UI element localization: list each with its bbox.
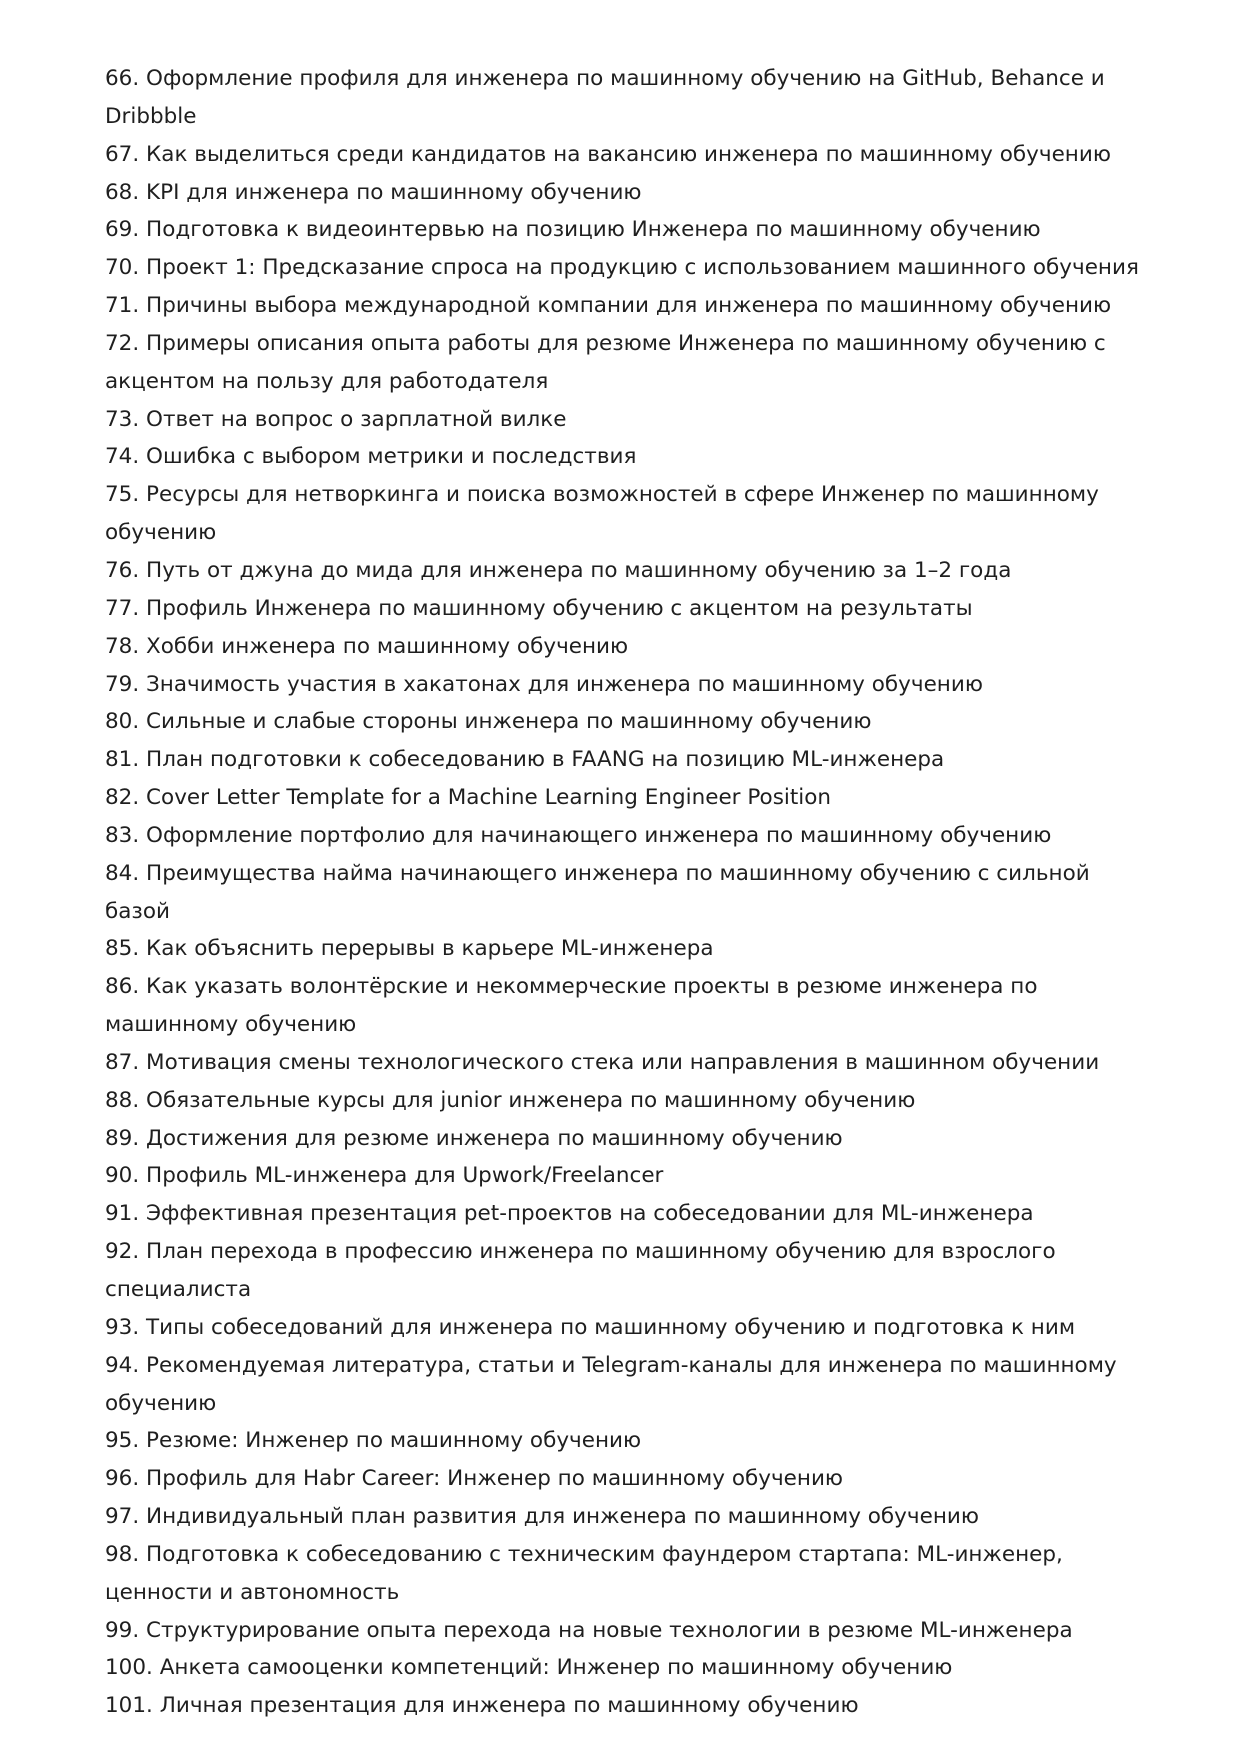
list-item: 75. Ресурсы для нетворкинга и поиска возможностей в сфере Инженер по машинному обучению [105,482,1099,546]
list-item: 89. Достижения для резюме инженера по машинному обучению [105,1125,843,1151]
list-item: 77. Профиль Инженера по машинному обучению с акцентом на результаты [105,595,973,621]
list-item: 95. Резюме: Инженер по машинному обучению [105,1428,642,1454]
list-item: 88. Обязательные курсы для junior инженера по машинному обучению [105,1087,916,1113]
list-item: 97. Индивидуальный план развития для инженера по машинному обучению [105,1504,979,1530]
list-item: 69. Подготовка к видеоинтервью на позицию Инженера по машинному обучению [105,217,1041,243]
list-item: 68. KPI для инженера по машинному обучению [105,179,642,205]
list-item: 66. Оформление профиля для инженера по машинному обучению на GitHub, Behance и Dribbble [105,66,1105,129]
list-item: 87. Мотивация смены технологического стека или направления в машинном обучении [105,1049,1100,1075]
list-item: 92. План перехода в профессию инженера по машинному обучению для взрослого специалиста [105,1239,1056,1302]
list-item: 91. Эффективная презентация pet-проектов на собеседовании для ML-инженера [105,1201,1034,1227]
list-item: 74. Ошибка с выбором метрики и последствия [105,444,637,470]
list-item: 96. Профиль для Habr Career: Инженер по машинному обучению [105,1466,844,1492]
list-item: 70. Проект 1: Предсказание спроса на продукцию с использованием машинного обучения [105,255,1139,281]
list-item: 93. Типы собеседований для инженера по машинному обучению и подготовка к ним [105,1314,1076,1340]
list-item: 76. Путь от джуна до мида для инженера по машинному обучению за 1–2 года [105,557,1012,583]
list-item: 71. Причины выбора международной компании для инженера по машинному обучению [105,293,1112,319]
list-item: 99. Структурирование опыта перехода на новые технологии в резюме ML-инженера [105,1617,1073,1643]
list-item: 73. Ответ на вопрос о зарплатной вилке [105,406,567,432]
list-item: 79. Значимость участия в хакатонах для инженера по машинному обучению [105,671,983,697]
list-item: 78. Хобби инженера по машинному обучению [105,633,629,659]
topic-list [105,60,1145,1725]
list-item: 85. Как объяснить перерывы в карьере ML-инженера [105,936,714,962]
list-item: 72. Примеры описания опыта работы для резюме Инженера по машинному обучению с акцентом на пользу для работодателя [105,330,1106,394]
list-item: 98. Подготовка к собеседованию с техническим фаундером стартапа: ML-инженер, ценности и автономность [105,1541,1063,1605]
list-item: 80. Сильные и слабые стороны инженера по машинному обучению [105,709,872,735]
list-item: 100. Анкета самооценки компетенций: Инженер по машинному обучению [105,1655,953,1681]
list-item: 84. Преимущества найма начинающего инженера по машинному обучению с сильной базой [105,860,1090,924]
list-item: 83. Оформление портфолио для начинающего инженера по машинному обучению [105,822,1052,848]
document-page [105,60,1145,1725]
list-item: 82. Cover Letter Template for a Machine Learning Engineer Position [105,785,832,811]
list-item: 67. Как выделиться среди кандидатов на вакансию инженера по машинному обучению [105,141,1111,167]
list-item: 81. План подготовки к собеседованию в FAANG на позицию ML-инженера [105,747,945,773]
list-item: 86. Как указать волонтёрские и некоммерческие проекты в резюме инженера по машинному обучению [105,974,1038,1038]
list-item: 90. Профиль ML-инженера для Upwork/Freelancer [105,1163,664,1189]
list-item: 94. Рекомендуемая литература, статьи и Telegram-каналы для инженера по машинному обучению [105,1352,1117,1416]
list-item: 101. Личная презентация для инженера по машинному обучению [105,1693,859,1719]
